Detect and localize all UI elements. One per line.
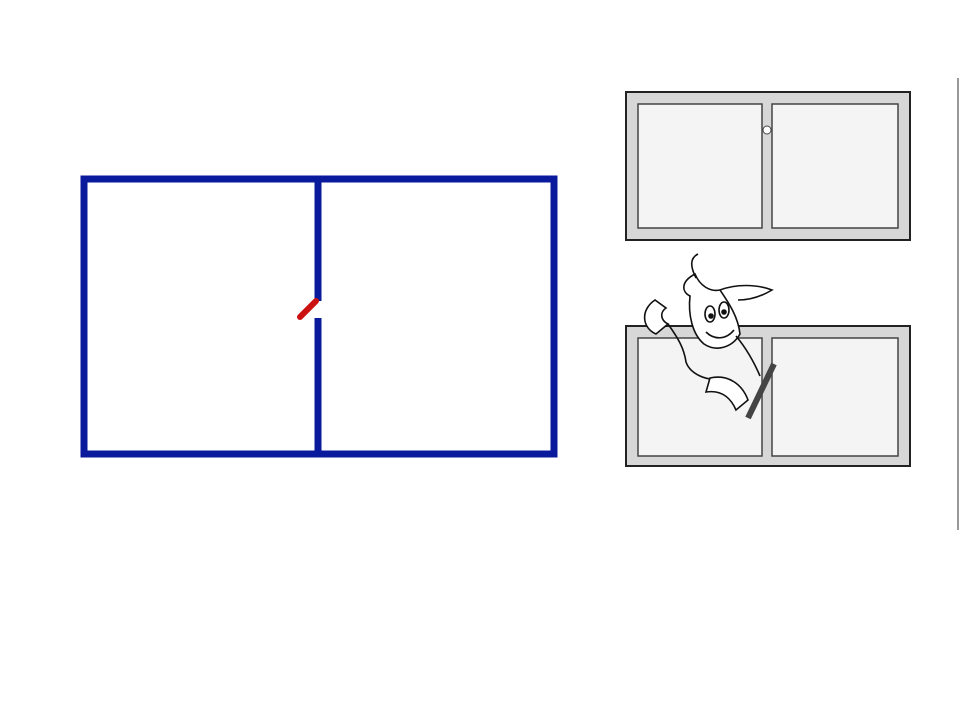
lower-entropy-box [626, 326, 910, 466]
hinge-icon [763, 126, 771, 134]
gas-container-diagram [80, 175, 560, 460]
equilibrium-box [626, 92, 910, 240]
trap-door [300, 301, 316, 317]
maxwell-demon-figure [560, 78, 960, 530]
